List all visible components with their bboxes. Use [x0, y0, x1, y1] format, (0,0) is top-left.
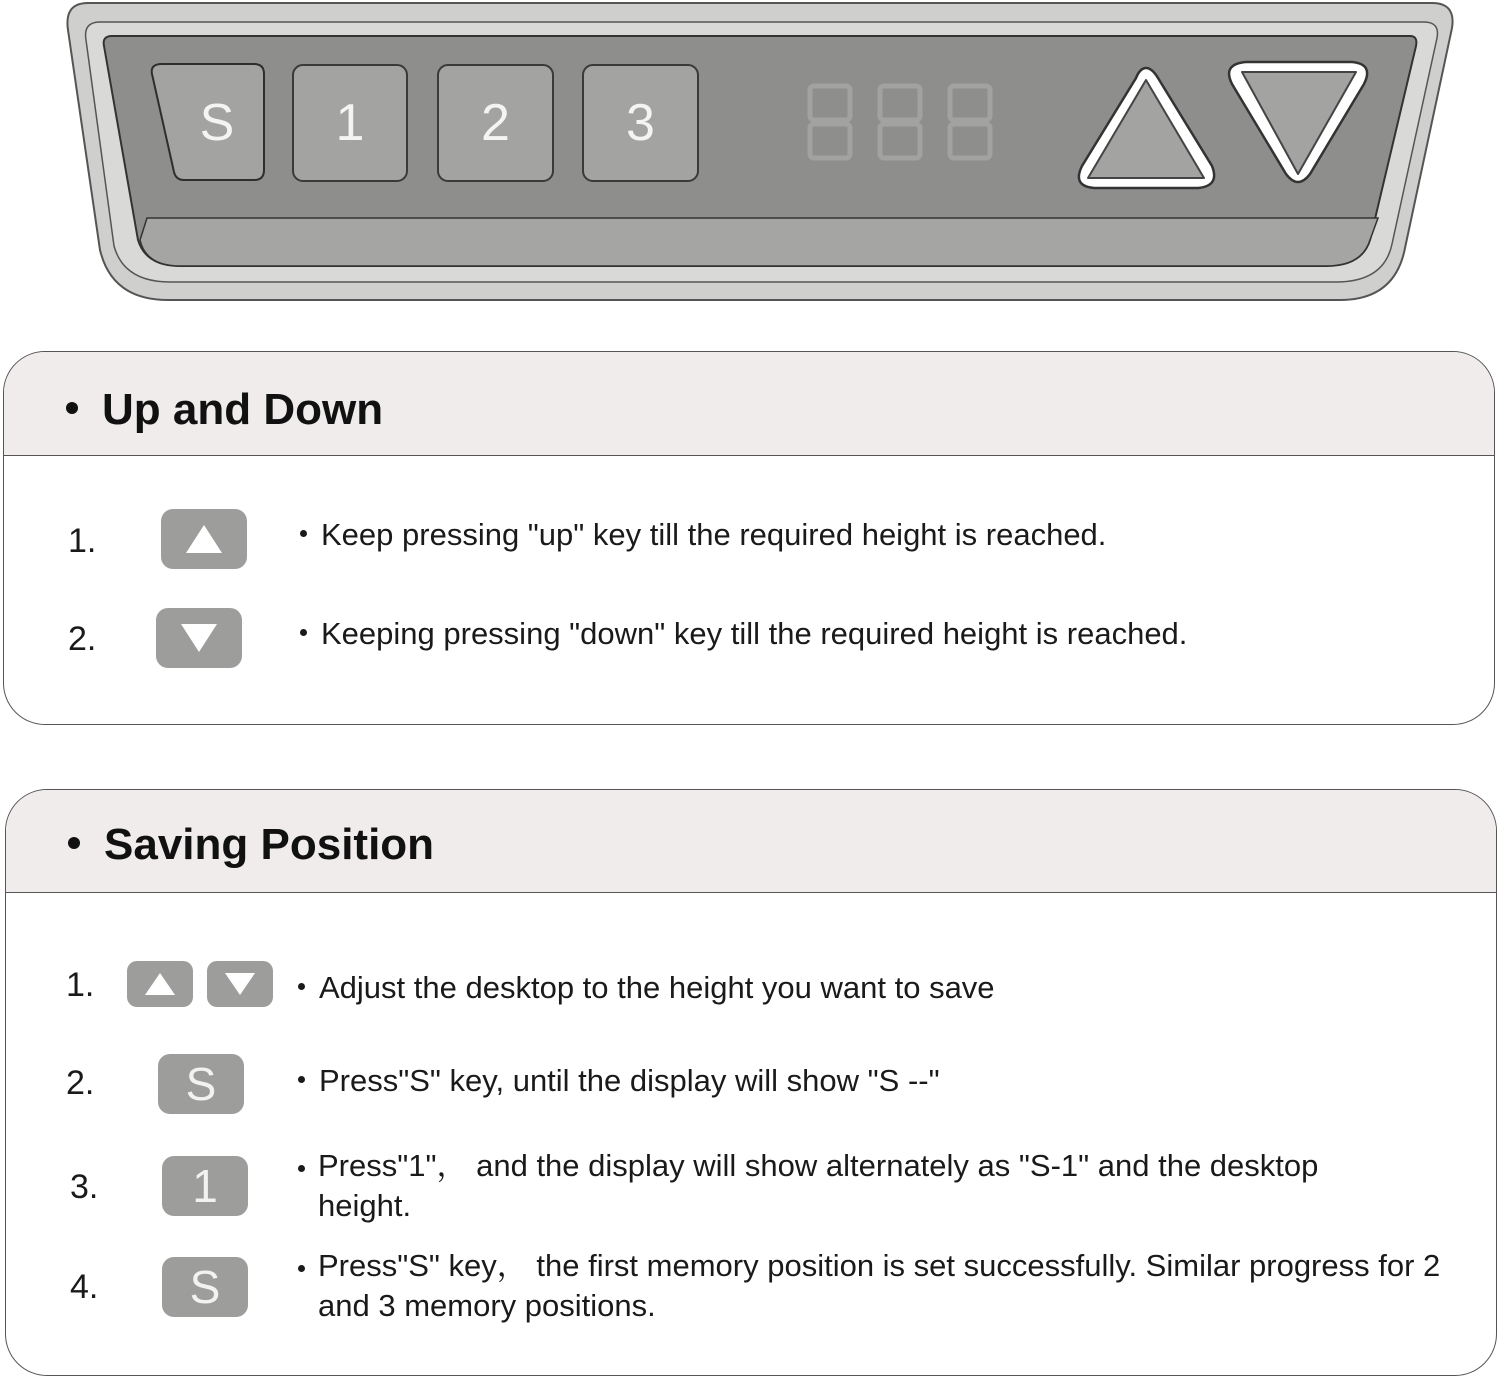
step-text: [300, 614, 1187, 654]
step-text: [300, 515, 1106, 555]
section-title: [66, 385, 383, 435]
s-key-icon: S: [162, 1257, 248, 1317]
step-text-content: Keeping pressing "down" key till the required height is reached.: [321, 616, 1188, 651]
s-key-icon: S: [158, 1054, 244, 1114]
bullet-icon: [300, 530, 307, 537]
step-text: [298, 1146, 1408, 1226]
bullet-icon: [68, 837, 80, 849]
down-key-icon: [207, 961, 273, 1007]
section-title-text: Saving Position: [104, 820, 435, 869]
step-number: 2.: [66, 1064, 95, 1102]
saving-position-section: [5, 789, 1497, 1376]
bullet-icon: [66, 402, 78, 414]
step-number: 1.: [66, 966, 95, 1004]
up-key-icon: [161, 509, 247, 569]
down-key-icon: [156, 608, 242, 668]
step-number: 3.: [70, 1168, 99, 1206]
section-title-text: Up and Down: [102, 385, 384, 434]
section-title: [68, 820, 434, 870]
step-text: [298, 968, 995, 1008]
key-1[interactable]: 1: [292, 64, 408, 182]
step-text-content: Press"S" key， the first memory position is set successfully. Similar progress for 2 and 3 memory positions.: [318, 1248, 1441, 1323]
bullet-icon: [298, 1265, 305, 1272]
step-number: 2.: [68, 620, 97, 658]
section-header: [6, 790, 1496, 893]
up-key-icon: [127, 961, 193, 1007]
section-header: [4, 352, 1494, 456]
bullet-icon: [298, 1076, 305, 1083]
step-text: [298, 1061, 940, 1101]
one-key-icon: 1: [162, 1156, 248, 1216]
step-text-content: Adjust the desktop to the height you want to save: [319, 970, 995, 1005]
step-text-content: Keep pressing "up" key till the required height is reached.: [321, 517, 1107, 552]
step-text-content: Press"S" key, until the display will show "S --": [319, 1063, 940, 1098]
control-panel: [0, 0, 1500, 310]
key-3[interactable]: 3: [582, 64, 699, 182]
step-text-content: Press"1"， and the display will show alternately as "S-1" and the desktop height.: [318, 1148, 1319, 1223]
bullet-icon: [298, 1165, 305, 1172]
bullet-icon: [300, 629, 307, 636]
step-number: 4.: [70, 1268, 99, 1306]
step-text: [298, 1246, 1458, 1326]
bullet-icon: [298, 983, 305, 990]
step-number: 1.: [68, 522, 97, 560]
key-s[interactable]: S: [199, 94, 235, 152]
key-2[interactable]: 2: [437, 64, 554, 182]
up-down-section: [3, 351, 1495, 725]
